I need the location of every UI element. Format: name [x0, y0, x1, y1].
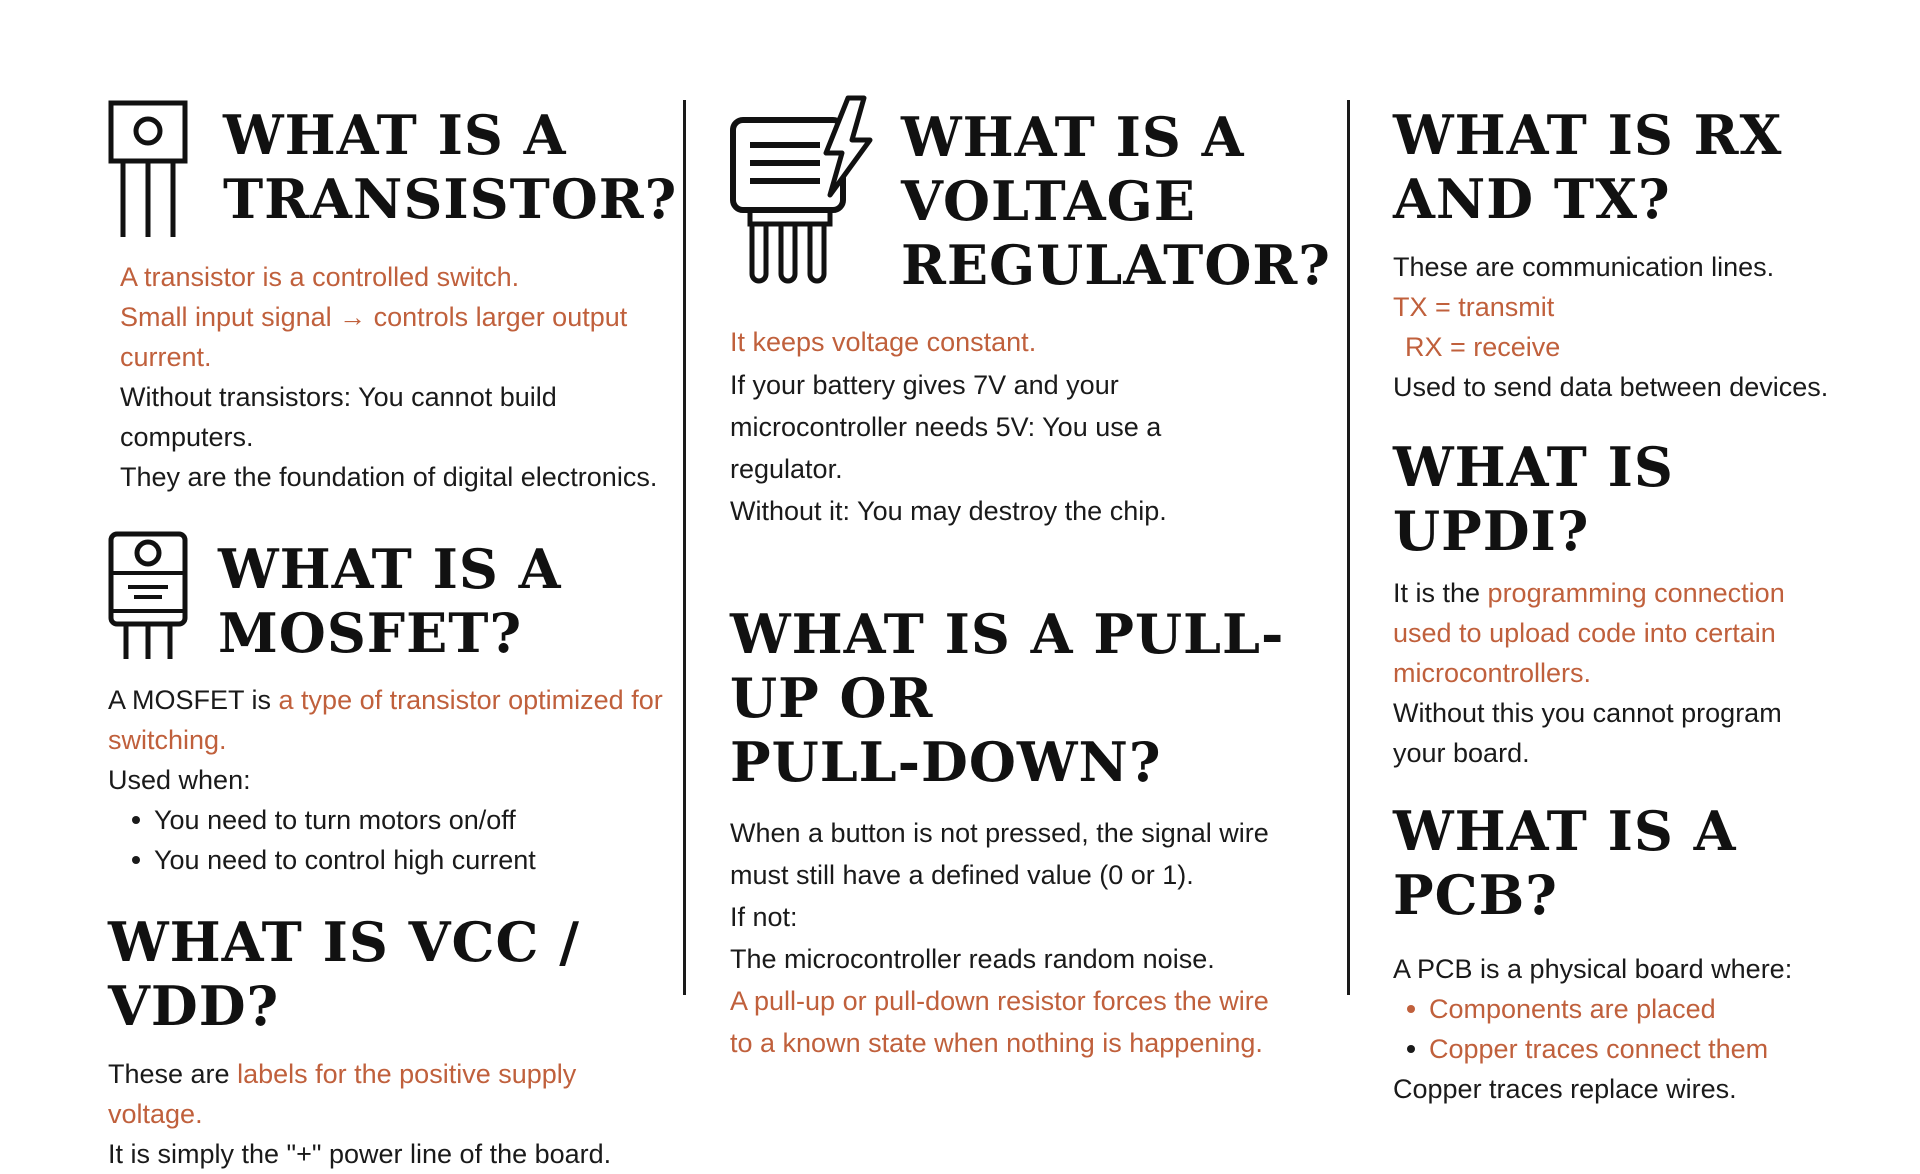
rxtx-rx: RX = receive — [1405, 332, 1561, 362]
transistor-section — [108, 95, 678, 497]
column-divider-left — [683, 100, 686, 995]
mosfet-bullet-list — [108, 800, 678, 880]
pullup-body: When a button is not pressed, the signal wire must still have a defined value (0 or 1). — [730, 818, 1269, 890]
column-divider-right — [1347, 100, 1350, 995]
pullup-section — [730, 602, 1330, 1064]
pcb-bullet-list — [1393, 989, 1853, 1069]
regulator-body: If your battery gives 7V and your microcontroller needs 5V: You use a regulator. — [730, 370, 1162, 484]
rxtx-outro: Used to send data between devices. — [1393, 372, 1829, 402]
rxtx-intro: These are communication lines. — [1393, 252, 1775, 282]
transistor-line-3: Without transistors: You cannot build computers. — [120, 382, 557, 452]
transistor-line-4: They are the foundation of digital electronics. — [120, 462, 658, 492]
regulator-section — [730, 95, 1330, 532]
list-item: Copper traces connect them — [1403, 1029, 1853, 1069]
transistor-line-2: Small input signal → controls larger output current. — [120, 302, 628, 372]
mosfet-used-when: Used when: — [108, 765, 251, 795]
pullup-accent-para: A pull-up or pull-down resistor forces the wire to a known state when nothing is happening. — [730, 986, 1269, 1058]
list-item: You need to turn motors on/off — [128, 800, 678, 840]
mosfet-intro: A MOSFET is a type of transistor optimized for switching. — [108, 685, 663, 755]
pullup-noise: The microcontroller reads random noise. — [730, 944, 1215, 974]
rxtx-title: WHAT IS RX AND TX? — [1393, 103, 1783, 231]
vcc-line-1: These are labels for the positive supply voltage. — [108, 1059, 577, 1129]
mosfet-title: WHAT IS A MOSFET? — [218, 537, 562, 665]
vcc-line-2: It is simply the "+" power line of the board. — [108, 1139, 612, 1169]
rxtx-section — [1393, 103, 1853, 407]
transistor-line-1: A transistor is a controlled switch. — [120, 262, 520, 292]
transistor-icon — [108, 100, 203, 245]
voltage-regulator-icon — [730, 95, 875, 300]
updi-intro: It is the programming connection used to upload code into certain microcontrollers. — [1393, 578, 1785, 688]
updi-outro: Without this you cannot program your board. — [1393, 698, 1782, 768]
pcb-intro: A PCB is a physical board where: — [1393, 954, 1793, 984]
list-item: You need to control high current — [128, 840, 678, 880]
list-item: Components are placed — [1403, 989, 1853, 1029]
pcb-title: WHAT IS A PCB? — [1393, 799, 1737, 927]
regulator-title: WHAT IS A VOLTAGE REGULATOR? — [901, 105, 1331, 297]
updi-section — [1393, 435, 1853, 773]
transistor-title: WHAT IS A TRANSISTOR? — [223, 103, 678, 231]
column-right — [1393, 95, 1853, 1109]
pcb-outro: Copper traces replace wires. — [1393, 1074, 1737, 1104]
column-middle — [730, 95, 1330, 1064]
vcc-title: WHAT IS VCC / VDD? — [108, 910, 581, 1038]
regulator-warning: Without it: You may destroy the chip. — [730, 496, 1167, 526]
mosfet-icon — [108, 531, 190, 666]
pullup-if-not: If not: — [730, 902, 798, 932]
rxtx-tx: TX = transmit — [1393, 292, 1555, 322]
updi-title: WHAT IS UPDI? — [1393, 435, 1674, 563]
vcc-section — [108, 910, 678, 1174]
mosfet-section — [108, 531, 678, 880]
pcb-section — [1393, 799, 1853, 1109]
pullup-title: WHAT IS A PULL-UP OR PULL-DOWN? — [730, 602, 1285, 794]
column-left — [108, 95, 678, 1174]
regulator-accent-line: It keeps voltage constant. — [730, 327, 1037, 357]
